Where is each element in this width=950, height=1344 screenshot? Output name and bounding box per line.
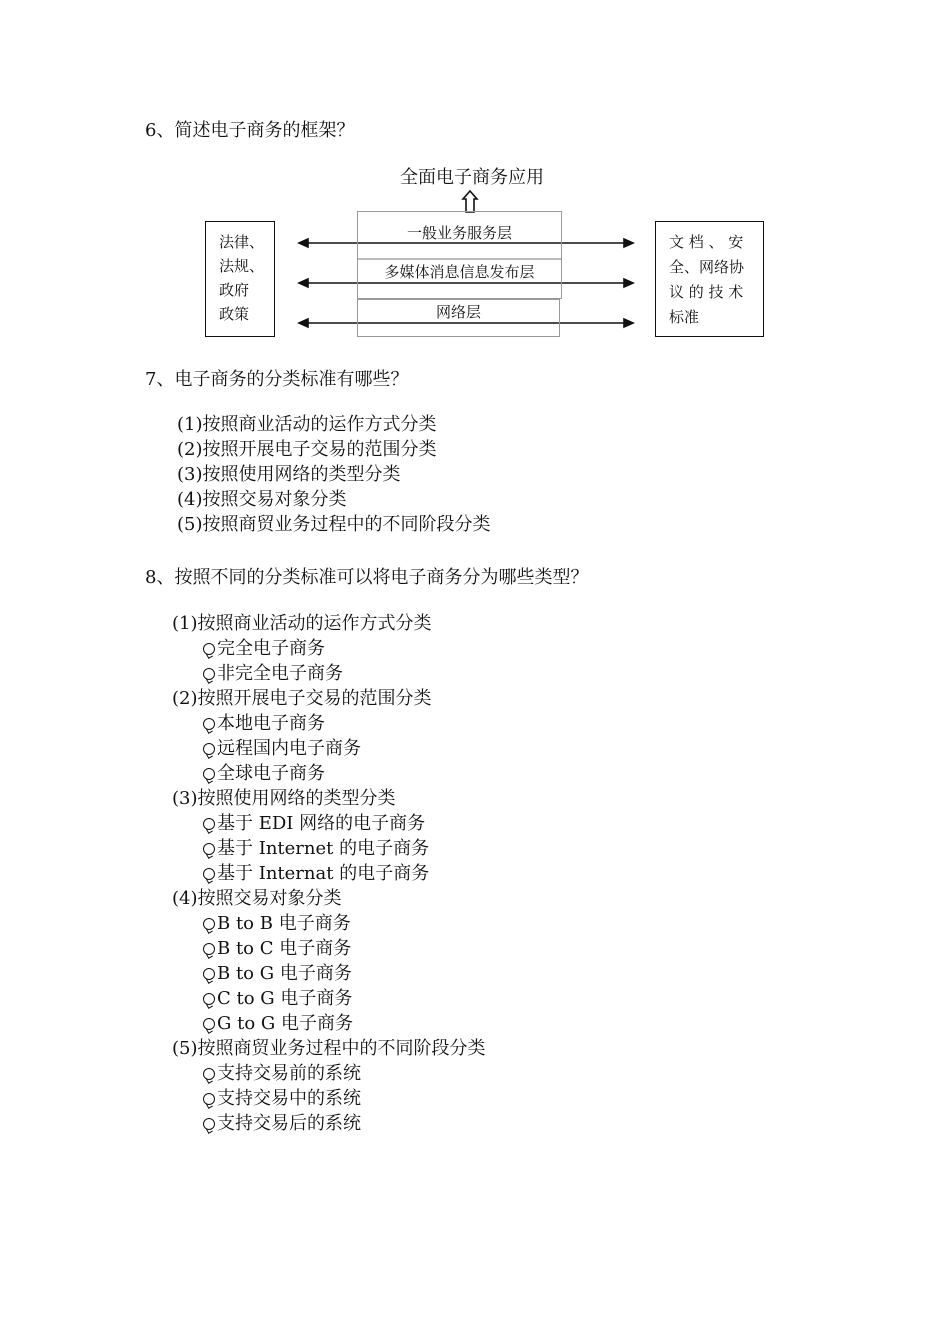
policy-box bbox=[205, 221, 275, 337]
list-item: B to C 电子商务 bbox=[172, 936, 486, 961]
q6-title: 6、简述电子商务的框架？ bbox=[145, 120, 355, 141]
policy-line: 政府 bbox=[219, 281, 250, 299]
layer-label-general-services: 一般业务服务层 bbox=[406, 224, 512, 242]
list-item: 基于 Internat 的电子商务 bbox=[172, 861, 486, 886]
standards-line: 标准 bbox=[669, 308, 700, 326]
group-heading: (4)按照交易对象分类 bbox=[172, 888, 342, 909]
layer-divider bbox=[358, 258, 561, 260]
standards-line: 全、网络协 bbox=[669, 258, 745, 276]
list-item: (3)按照使用网络的类型分类 bbox=[177, 464, 401, 485]
group-heading: (5)按照商贸业务过程中的不同阶段分类 bbox=[172, 1038, 486, 1059]
list-item: 基于 EDI 网络的电子商务 bbox=[172, 811, 486, 836]
bullet-icon bbox=[203, 868, 215, 880]
bullet-icon bbox=[203, 1093, 215, 1105]
bullet-icon bbox=[203, 643, 215, 655]
list-item: B to G 电子商务 bbox=[172, 961, 486, 986]
bullet-icon bbox=[203, 818, 215, 830]
list-item: 全球电子商务 bbox=[172, 761, 486, 786]
bullet-icon bbox=[203, 918, 215, 930]
q8-list bbox=[172, 611, 486, 1136]
bullet-icon bbox=[203, 943, 215, 955]
list-item: 支持交易前的系统 bbox=[172, 1061, 486, 1086]
list-item: B to B 电子商务 bbox=[172, 911, 486, 936]
q7-list bbox=[177, 412, 491, 537]
list-item: (1)按照商业活动的运作方式分类 bbox=[177, 414, 437, 435]
list-item: (2)按照开展电子交易的范围分类 bbox=[177, 439, 437, 460]
list-item: G to G 电子商务 bbox=[172, 1011, 486, 1036]
q8-title: 8、按照不同的分类标准可以将电子商务分为哪些类型？ bbox=[145, 567, 589, 588]
standards-box bbox=[655, 221, 764, 337]
standards-line: 文 档 、 安 bbox=[669, 233, 744, 251]
list-item: 非完全电子商务 bbox=[172, 661, 486, 686]
list-item: (4)按照交易对象分类 bbox=[177, 489, 347, 510]
bullet-icon bbox=[203, 1118, 215, 1130]
list-item: (5)按照商贸业务过程中的不同阶段分类 bbox=[177, 514, 491, 535]
diagram-top-label: 全面电子商务应用 bbox=[400, 167, 544, 188]
list-item: C to G 电子商务 bbox=[172, 986, 486, 1011]
bullet-icon bbox=[203, 768, 215, 780]
group-heading: (3)按照使用网络的类型分类 bbox=[172, 788, 396, 809]
list-item: 支持交易后的系统 bbox=[172, 1111, 486, 1136]
bullet-icon bbox=[203, 1068, 215, 1080]
up-arrow-icon bbox=[463, 191, 477, 212]
bullet-icon bbox=[203, 743, 215, 755]
layer-label-network: 网络层 bbox=[435, 303, 481, 321]
list-item: 基于 Internet 的电子商务 bbox=[172, 836, 486, 861]
bullet-icon bbox=[203, 1018, 215, 1030]
bullet-icon bbox=[203, 668, 215, 680]
standards-line: 议 的 技 术 bbox=[669, 283, 744, 301]
policy-line: 法规、 bbox=[219, 257, 265, 275]
q7-title: 7、电子商务的分类标准有哪些？ bbox=[145, 369, 409, 390]
policy-line: 政策 bbox=[219, 305, 250, 323]
list-item: 完全电子商务 bbox=[172, 636, 486, 661]
list-item: 远程国内电子商务 bbox=[172, 736, 486, 761]
bullet-icon bbox=[203, 993, 215, 1005]
list-item: 支持交易中的系统 bbox=[172, 1086, 486, 1111]
bullet-icon bbox=[203, 968, 215, 980]
group-heading: (2)按照开展电子交易的范围分类 bbox=[172, 688, 432, 709]
bullet-icon bbox=[203, 843, 215, 855]
list-item: 本地电子商务 bbox=[172, 711, 486, 736]
layer-label-multimedia: 多媒体消息信息发布层 bbox=[384, 263, 535, 281]
group-heading: (1)按照商业活动的运作方式分类 bbox=[172, 613, 432, 634]
bullet-icon bbox=[203, 718, 215, 730]
policy-line: 法律、 bbox=[219, 233, 265, 251]
